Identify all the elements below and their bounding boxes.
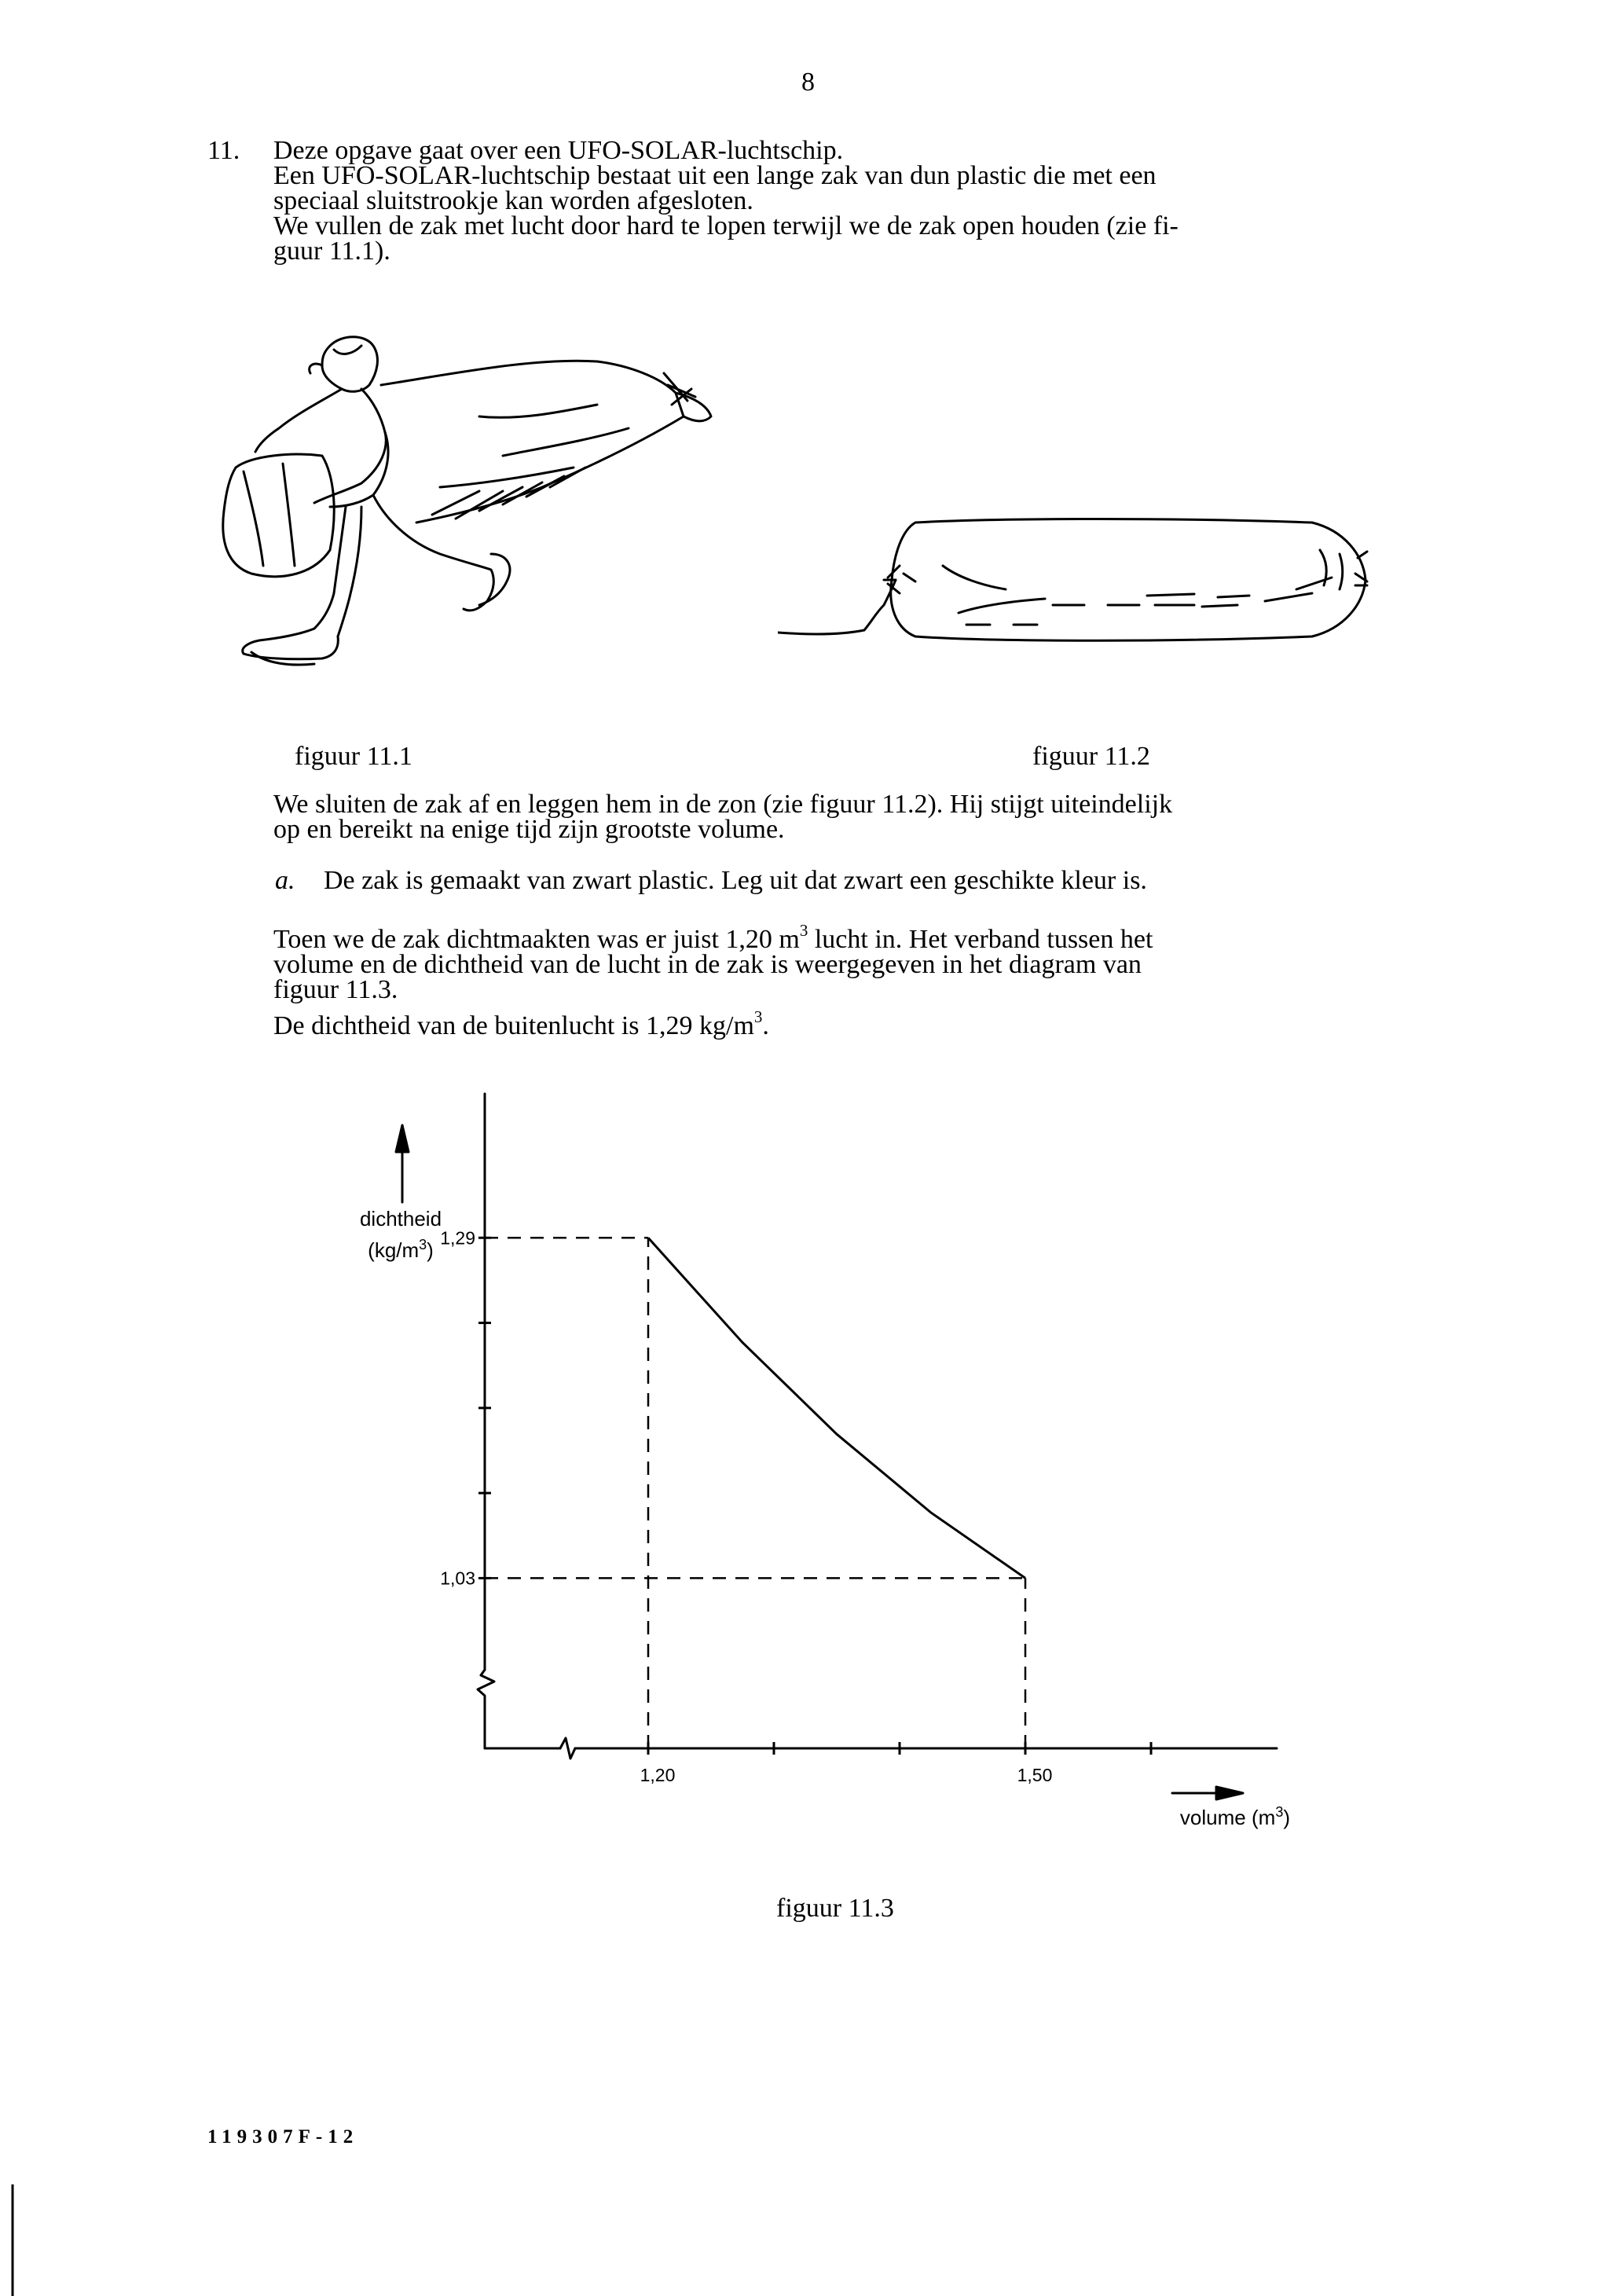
x-tick-label-2: 1,50 bbox=[1017, 1765, 1053, 1785]
figure-11-2-caption: figuur 11.2 bbox=[1032, 742, 1150, 771]
sub-question-a-letter: a. bbox=[275, 866, 295, 895]
intro-line-1: Deze opgave gaat over een UFO-SOLAR-luchtschip. bbox=[273, 136, 844, 165]
x-axis-break bbox=[560, 1738, 575, 1759]
data-para-line-3: figuur 11.3. bbox=[273, 975, 398, 1004]
figure-11-3-caption: figuur 11.3 bbox=[776, 1894, 894, 1923]
left-margin-mark bbox=[9, 2184, 16, 2296]
question-number: 11. bbox=[207, 136, 240, 165]
figure-11-1-caption: figuur 11.1 bbox=[295, 742, 412, 771]
y-tick-label-1: 1,29 bbox=[440, 1227, 475, 1249]
y-axis-label-line1: dichtheid bbox=[359, 1207, 442, 1231]
data-para-line-2: volume en de dichtheid van de lucht in de zak is weergegeven in het diagram van bbox=[273, 950, 1142, 979]
intro-line-5: guur 11.1). bbox=[273, 237, 390, 266]
density-volume-curve bbox=[648, 1238, 1025, 1578]
data-para-line-1: Toen we de zak dichtmaakten was er juist 1,20 $m^3$ lucht in. Het verband tussen het bbox=[273, 920, 1153, 954]
figure-11-1-running-person-illustration bbox=[204, 330, 754, 691]
x-tick-label-1: 1,20 bbox=[640, 1765, 676, 1785]
y-tick-label-2: 1,03 bbox=[440, 1568, 475, 1589]
sub-question-a-text: De zak is gemaakt van zwart plastic. Leg uit dat zwart een geschikte kleur is. bbox=[324, 866, 1147, 895]
data-para-line-4: De dichtheid van de buitenlucht is 1,29 $kg/m^3$. bbox=[273, 1007, 769, 1040]
y-axis-label-line2: $(kg/m^3)$ bbox=[368, 1237, 434, 1262]
figure-11-3-diagram bbox=[330, 1084, 1304, 1839]
intro-line-2: Een UFO-SOLAR-luchtschip bestaat uit een lange zak van dun plastic die met een bbox=[273, 161, 1157, 190]
figure-11-2-bag-illustration bbox=[778, 487, 1399, 652]
middle-line-2: op en bereikt na enige tijd zijn grootste volume. bbox=[273, 815, 785, 844]
footer-code: 119307F-12 bbox=[207, 2126, 359, 2147]
y-axis-break bbox=[478, 1670, 494, 1748]
y-axis-arrow-head bbox=[396, 1125, 409, 1152]
intro-line-3: speciaal sluitstrookje kan worden afgesloten. bbox=[273, 186, 753, 215]
intro-line-4: We vullen de zak met lucht door hard te lopen terwijl we de zak open houden (zie fi- bbox=[273, 211, 1179, 240]
page-number: 8 bbox=[801, 68, 815, 97]
x-axis-label: volume $(m^3)$ bbox=[1179, 1804, 1290, 1829]
middle-line-1: We sluiten de zak af en leggen hem in de zon (zie figuur 11.2). Hij stijgt uiteindelijk bbox=[273, 790, 1173, 819]
x-axis-arrow-head bbox=[1216, 1787, 1243, 1799]
